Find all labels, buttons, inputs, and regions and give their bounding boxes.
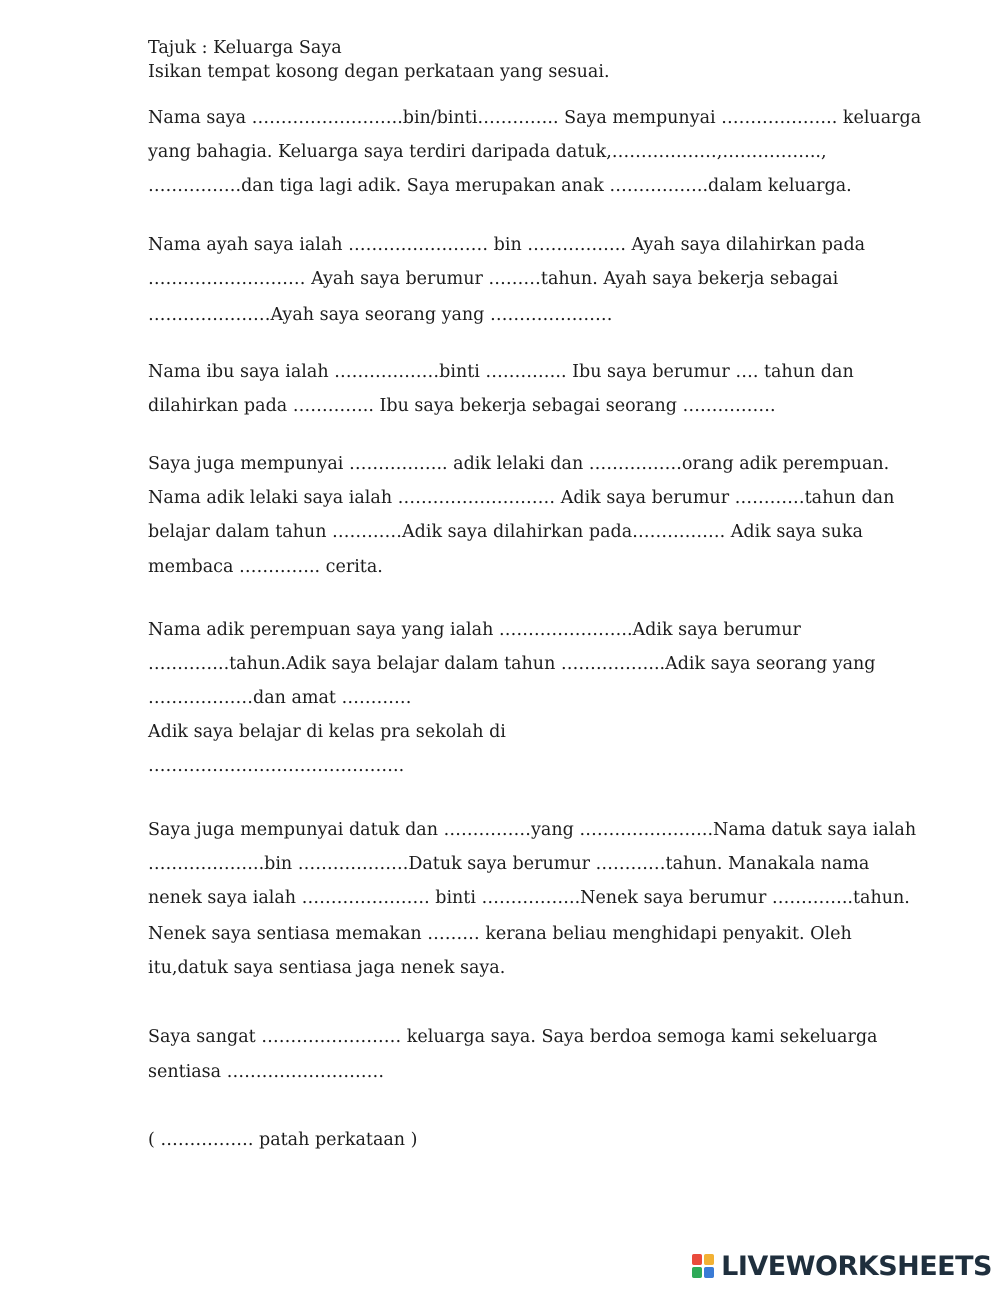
text-line: Saya juga mempunyai datuk dan ……………yang …………………..Nama datuk saya ialah bbox=[148, 820, 917, 840]
text-line: itu,datuk saya sentiasa jaga nenek saya. bbox=[148, 958, 506, 978]
text-line: …………..tahun.Adik saya belajar dalam tahun ……………...Adik saya seorang yang bbox=[148, 654, 876, 674]
text-line: sentiasa ……………………… bbox=[148, 1062, 385, 1082]
text-line: …………….dan tiga lagi adik. Saya merupakan anak ……………..dalam keluarga. bbox=[148, 176, 852, 196]
text-line: ………………dan amat ………… bbox=[148, 688, 412, 708]
text-line: …………………………………….. bbox=[148, 756, 405, 776]
text-line: Nama adik lelaki saya ialah ……………………… Adik saya berumur …………tahun dan bbox=[148, 488, 895, 508]
word-count-line: ( ……………. patah perkataan ) bbox=[148, 1130, 418, 1150]
text-line: nenek saya ialah …………………. binti ……………..Nenek saya berumur …………..tahun. bbox=[148, 888, 910, 908]
text-line: …………………Ayah saya seorang yang ………………… bbox=[148, 305, 613, 325]
text-line: Saya juga mempunyai …………….. adik lelaki dan …………….orang adik perempuan. bbox=[148, 454, 890, 474]
liveworksheets-watermark bbox=[691, 1251, 992, 1281]
text-line: dilahirkan pada ………….. Ibu saya bekerja sebagai seorang ……………. bbox=[148, 396, 776, 416]
worksheet-title: Tajuk : Keluarga Saya bbox=[148, 38, 342, 58]
text-line: Nenek saya sentiasa memakan ……… kerana beliau menghidapi penyakit. Oleh bbox=[148, 924, 852, 944]
liveworksheets-logo-icon bbox=[691, 1253, 715, 1279]
instruction-text: Isikan tempat kosong degan perkataan yang sesuai. bbox=[148, 62, 610, 82]
text-line: belajar dalam tahun …………Adik saya dilahirkan pada……………. Adik saya suka bbox=[148, 522, 863, 542]
text-line: Nama saya ……………………..bin/binti………….. Saya mempunyai ……………….. keluarga bbox=[148, 108, 922, 128]
text-line: ………………..bin ……………….Datuk saya berumur …………tahun. Manakala nama bbox=[148, 854, 870, 874]
text-line: Nama adik perempuan saya yang ialah …………………..Adik saya berumur bbox=[148, 620, 801, 640]
text-line: membaca ………….. cerita. bbox=[148, 557, 383, 577]
text-line: Adik saya belajar di kelas pra sekolah di bbox=[148, 722, 506, 742]
text-line: Saya sangat …………………… keluarga saya. Saya berdoa semoga kami sekeluarga bbox=[148, 1027, 878, 1047]
text-line: yang bahagia. Keluarga saya terdiri daripada datuk,………………,…………….., bbox=[148, 142, 827, 162]
watermark-text: LIVEWORKSHEETS bbox=[721, 1250, 992, 1282]
text-line: Nama ayah saya ialah …………………… bin …………….. Ayah saya dilahirkan pada bbox=[148, 235, 866, 255]
text-line: Nama ibu saya ialah ………………binti ………….. Ibu saya berumur …. tahun dan bbox=[148, 362, 854, 382]
text-line: ……………………… Ayah saya berumur ………tahun. Ayah saya bekerja sebagai bbox=[148, 269, 839, 289]
